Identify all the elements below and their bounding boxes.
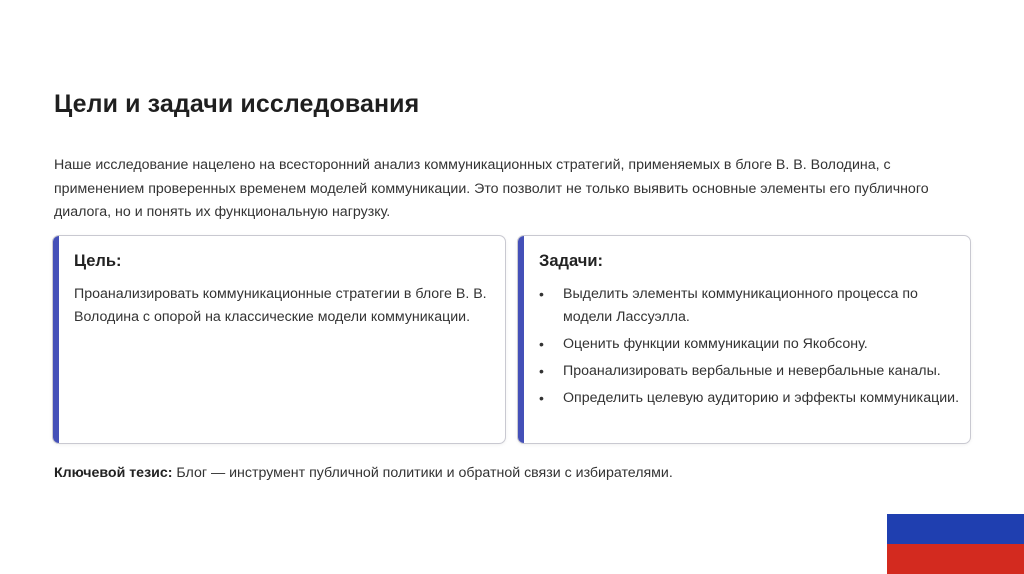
tasks-heading: Задачи: [539, 252, 603, 270]
bullet-icon: • [539, 286, 544, 302]
task-item [539, 333, 959, 356]
flag-red-stripe [887, 544, 1024, 574]
intro-paragraph: Наше исследование нацелено на всесторонний анализ коммуникационных стратегий, применяемых в блоге В. В. Володина, с применением проверенных временем моделей коммуникации. Это позволит не только выявить основные элементы его публичного диалога, но и понять их функциональную нагрузку. [54, 157, 929, 220]
tasks-card-accent-bar [518, 236, 524, 443]
tasks-card [517, 235, 971, 444]
task-item-text: Проанализировать вербальные и невербальные каналы. [563, 362, 941, 379]
task-item [539, 360, 959, 383]
goal-card [52, 235, 506, 444]
key-thesis-label: Ключевой тезис: [54, 465, 173, 481]
key-thesis [54, 463, 673, 483]
bullet-icon: • [539, 335, 544, 352]
goal-text: Проанализировать коммуникационные стратегии в блоге В. В. Володина с опорой на классические модели коммуникации. [74, 286, 487, 325]
goal-card-accent-bar [53, 236, 59, 443]
task-item [539, 387, 959, 410]
task-item-text: Оценить функции коммуникации по Якобсону. [563, 335, 868, 352]
task-item-text: Выделить элементы коммуникационного процесса по модели Лассуэлла. [563, 286, 918, 325]
bullet-icon: • [539, 389, 544, 406]
goal-heading: Цель: [74, 252, 122, 270]
task-item-text: Определить целевую аудиторию и эффекты коммуникации. [563, 389, 960, 406]
tasks-list [539, 283, 959, 414]
task-item [539, 283, 959, 328]
flag-blue-stripe [887, 514, 1024, 544]
bullet-icon: • [539, 362, 544, 379]
key-thesis-text: Блог — инструмент публичной политики и обратной связи с избирателями. [172, 465, 673, 481]
page-title: Цели и задачи исследования [54, 90, 420, 118]
russian-flag-icon [887, 514, 1024, 574]
